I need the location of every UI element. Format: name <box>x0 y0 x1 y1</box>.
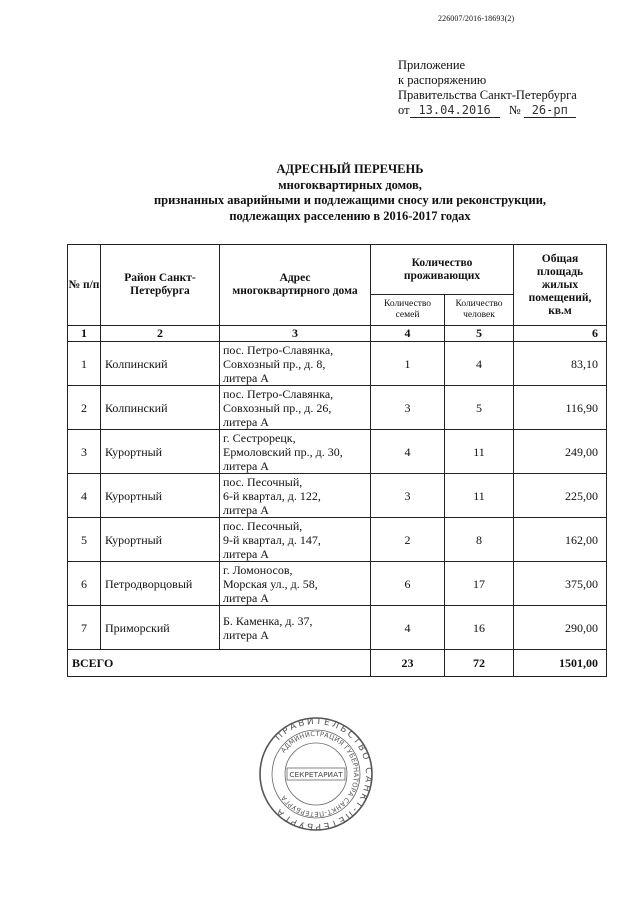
table-row <box>68 474 607 518</box>
official-seal <box>258 716 374 832</box>
seal-outer-text: ПРАВИТЕЛЬСТВО САНКТ-ПЕТЕРБУРГА <box>273 716 374 832</box>
table-row <box>68 562 607 606</box>
total-people: 72 <box>445 650 514 677</box>
address-line: Б. Каменка, д. 37, <box>223 613 313 628</box>
row-district: Курортный <box>101 474 220 518</box>
header-people: Количество человек <box>445 295 514 326</box>
column-number: 6 <box>514 326 607 342</box>
row-district: Курортный <box>101 518 220 562</box>
header-residents: Количество проживающих <box>371 245 514 295</box>
table-row <box>68 386 607 430</box>
column-number: 5 <box>445 326 514 342</box>
row-people: 16 <box>445 606 514 650</box>
row-district: Петродворцовый <box>101 562 220 606</box>
address-line: 9-й квартал, д. 147, <box>223 532 321 547</box>
address-line: литера А <box>223 627 269 642</box>
column-number: 4 <box>371 326 445 342</box>
row-district: Приморский <box>101 606 220 650</box>
row-area: 83,10 <box>514 342 607 386</box>
row-address <box>220 562 371 606</box>
address-line: пос. Петро-Славянка, <box>223 386 334 401</box>
address-line: литера А <box>223 414 269 429</box>
total-row <box>68 650 607 677</box>
row-families: 4 <box>371 430 445 474</box>
row-district: Колпинский <box>101 342 220 386</box>
address-line: пос. Песочный, <box>223 518 303 533</box>
row-number: 5 <box>68 518 101 562</box>
row-address <box>220 430 371 474</box>
address-line: Морская ул., д. 58, <box>223 576 318 591</box>
address-line: литера А <box>223 546 269 561</box>
table-row <box>68 430 607 474</box>
seal-center-text: СЕКРЕТАРИАТ <box>289 770 343 779</box>
address-line: литера А <box>223 370 269 385</box>
column-number: 3 <box>220 326 371 342</box>
column-number: 1 <box>68 326 101 342</box>
address-table <box>67 244 607 677</box>
address-line: литера А <box>223 502 269 517</box>
row-people: 4 <box>445 342 514 386</box>
order-date: 13.04.2016 <box>410 104 500 118</box>
address-line: пос. Петро-Славянка, <box>223 342 334 357</box>
row-number: 1 <box>68 342 101 386</box>
row-number: 3 <box>68 430 101 474</box>
header-district: Район Санкт-Петербурга <box>101 245 220 326</box>
header-num: № п/п <box>68 245 101 326</box>
title-line-4: подлежащих расселению в 2016-2017 годах <box>229 208 471 223</box>
row-area: 116,90 <box>514 386 607 430</box>
total-families: 23 <box>371 650 445 677</box>
row-number: 2 <box>68 386 101 430</box>
row-families: 3 <box>371 474 445 518</box>
row-address <box>220 342 371 386</box>
header-families: Количество семей <box>371 295 445 326</box>
table-row <box>68 606 607 650</box>
document-title <box>60 162 640 224</box>
row-area: 225,00 <box>514 474 607 518</box>
seal-inner-text: АДМИНИСТРАЦИЯ ГУБЕРНАТОРА САНКТ-ПЕТЕРБУРГА <box>279 729 361 819</box>
row-families: 4 <box>371 606 445 650</box>
total-area: 1501,00 <box>514 650 607 677</box>
row-area: 249,00 <box>514 430 607 474</box>
document-number: 226007/2016-18693(2) <box>438 14 515 23</box>
row-number: 4 <box>68 474 101 518</box>
row-people: 11 <box>445 430 514 474</box>
header-address: Адрес многоквартирного дома <box>220 245 371 326</box>
row-area: 290,00 <box>514 606 607 650</box>
row-number: 7 <box>68 606 101 650</box>
row-district: Курортный <box>101 430 220 474</box>
row-people: 8 <box>445 518 514 562</box>
row-area: 375,00 <box>514 562 607 606</box>
row-area: 162,00 <box>514 518 607 562</box>
row-people: 5 <box>445 386 514 430</box>
address-line: литера А <box>223 458 269 473</box>
row-families: 3 <box>371 386 445 430</box>
row-families: 1 <box>371 342 445 386</box>
table-row <box>68 342 607 386</box>
title-line-2: многоквартирных домов, <box>278 177 422 192</box>
row-address <box>220 474 371 518</box>
row-people: 17 <box>445 562 514 606</box>
row-address <box>220 518 371 562</box>
address-line: пос. Песочный, <box>223 474 303 489</box>
appendix-block <box>398 58 577 118</box>
appendix-line-3: Правительства Санкт-Петербурга <box>398 88 577 102</box>
table-row <box>68 518 607 562</box>
address-line: г. Сестрорецк, <box>223 430 296 445</box>
address-line: г. Ломоносов, <box>223 562 293 577</box>
appendix-line-1: Приложение <box>398 58 466 72</box>
column-numbers-row <box>68 326 607 342</box>
address-line: Ермоловский пр., д. 30, <box>223 444 343 459</box>
header-area: Общая площадь жилых помещений, кв.м <box>514 245 607 326</box>
address-line: Совхозный пр., д. 8, <box>223 356 326 371</box>
appendix-date-line <box>398 103 577 118</box>
order-number: 26-рп <box>524 104 576 118</box>
title-line-1: АДРЕСНЫЙ ПЕРЕЧЕНЬ <box>276 162 424 176</box>
address-line: 6-й квартал, д. 122, <box>223 488 321 503</box>
column-number: 2 <box>101 326 220 342</box>
address-line: Совхозный пр., д. 26, <box>223 400 332 415</box>
number-prefix: № <box>508 103 521 117</box>
total-label: ВСЕГО <box>68 650 371 677</box>
row-number: 6 <box>68 562 101 606</box>
address-line: литера А <box>223 590 269 605</box>
row-address <box>220 606 371 650</box>
appendix-line-2: к распоряжению <box>398 73 487 87</box>
date-prefix: от <box>398 103 410 117</box>
row-families: 2 <box>371 518 445 562</box>
title-line-3: признанных аварийными и подлежащими сносу или реконструкции, <box>153 193 547 207</box>
row-families: 6 <box>371 562 445 606</box>
row-people: 11 <box>445 474 514 518</box>
row-address <box>220 386 371 430</box>
row-district: Колпинский <box>101 386 220 430</box>
